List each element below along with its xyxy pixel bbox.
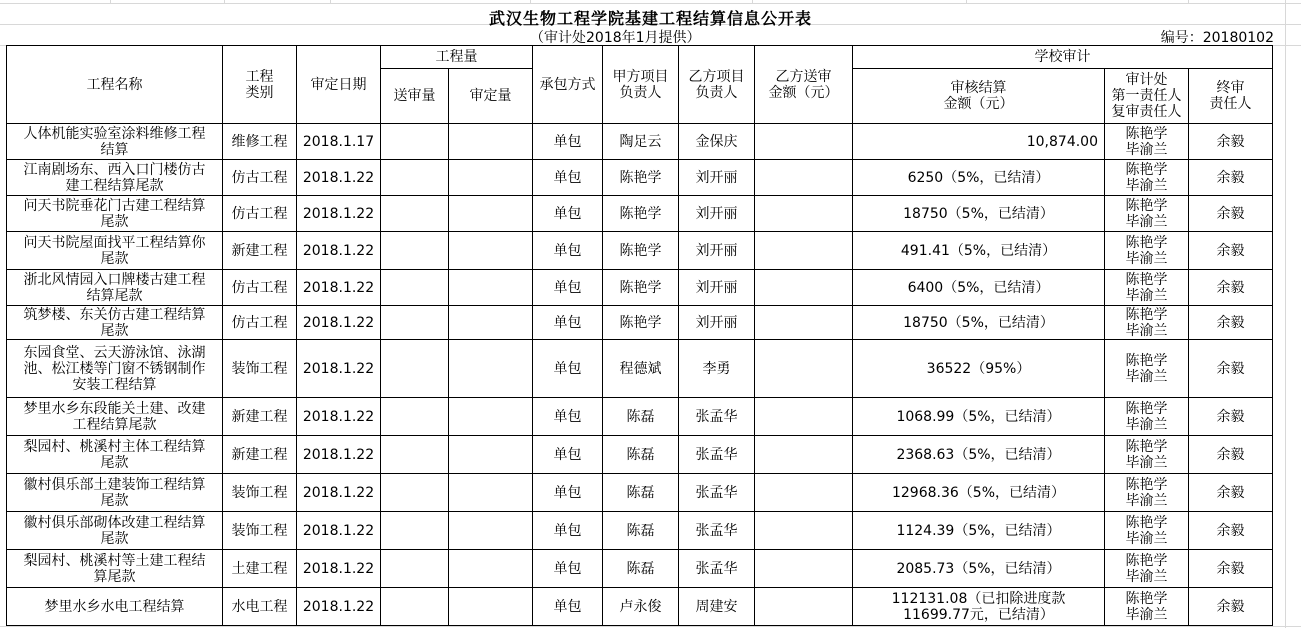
cell-final-reviewer[interactable]: 余毅 bbox=[1189, 160, 1273, 196]
cell-category[interactable]: 仿古工程 bbox=[223, 160, 297, 196]
cell-audit-amount[interactable]: 1124.39（5%，已结清） bbox=[853, 512, 1105, 550]
cell-contract[interactable]: 单包 bbox=[533, 436, 603, 474]
cell-approved-qty[interactable] bbox=[449, 306, 533, 340]
cell-submitted-qty[interactable] bbox=[381, 124, 449, 160]
cell-date[interactable]: 2018.1.22 bbox=[297, 196, 381, 232]
settlement-table bbox=[6, 45, 1273, 626]
cell-party-a[interactable]: 卢永俊 bbox=[603, 588, 679, 626]
cell-contract[interactable]: 单包 bbox=[533, 232, 603, 270]
cell-submitted-qty[interactable] bbox=[381, 232, 449, 270]
cell-submitted-qty[interactable] bbox=[381, 270, 449, 306]
cell-party-a[interactable]: 陈艳学 bbox=[603, 270, 679, 306]
cell-contract[interactable]: 单包 bbox=[533, 270, 603, 306]
cell-submitted-qty[interactable] bbox=[381, 196, 449, 232]
cell-party-a[interactable]: 程德斌 bbox=[603, 340, 679, 398]
cell-project-name[interactable]: 徽村俱乐部土建装饰工程结算 尾款 bbox=[7, 474, 223, 512]
cell-party-a[interactable]: 陈艳学 bbox=[603, 306, 679, 340]
cell-category[interactable]: 仿古工程 bbox=[223, 270, 297, 306]
cell-submitted-qty[interactable] bbox=[381, 160, 449, 196]
cell-party-b[interactable]: 张孟华 bbox=[679, 512, 755, 550]
cell-audit-amount[interactable]: 6400（5%，已结清） bbox=[853, 270, 1105, 306]
cell-contract[interactable]: 单包 bbox=[533, 512, 603, 550]
header-approved: 审定量 bbox=[449, 69, 533, 124]
cell-first-reviewers[interactable]: 陈艳学 毕渝兰 bbox=[1105, 160, 1189, 196]
cell-approved-qty[interactable] bbox=[449, 588, 533, 626]
cell-final-reviewer[interactable]: 余毅 bbox=[1189, 306, 1273, 340]
cell-date[interactable]: 2018.1.22 bbox=[297, 270, 381, 306]
cell-category[interactable]: 新建工程 bbox=[223, 232, 297, 270]
cell-party-b-amount[interactable] bbox=[755, 588, 853, 626]
cell-final-reviewer[interactable]: 余毅 bbox=[1189, 340, 1273, 398]
cell-project-name[interactable]: 梨园村、桃溪村主体工程结算 尾款 bbox=[7, 436, 223, 474]
cell-audit-amount[interactable]: 2368.63（5%，已结清） bbox=[853, 436, 1105, 474]
cell-submitted-qty[interactable] bbox=[381, 398, 449, 436]
cell-final-reviewer[interactable]: 余毅 bbox=[1189, 550, 1273, 588]
cell-party-b-amount[interactable] bbox=[755, 232, 853, 270]
cell-party-a[interactable]: 陈磊 bbox=[603, 474, 679, 512]
cell-contract[interactable]: 单包 bbox=[533, 588, 603, 626]
cell-date[interactable]: 2018.1.22 bbox=[297, 306, 381, 340]
table-row bbox=[7, 588, 1273, 626]
header-first-reviewer: 审计处 第一责任人 复审责任人 bbox=[1105, 69, 1189, 124]
cell-date[interactable]: 2018.1.17 bbox=[297, 124, 381, 160]
cell-category[interactable]: 新建工程 bbox=[223, 436, 297, 474]
cell-contract[interactable]: 单包 bbox=[533, 340, 603, 398]
cell-final-reviewer[interactable]: 余毅 bbox=[1189, 436, 1273, 474]
cell-category[interactable]: 装饰工程 bbox=[223, 512, 297, 550]
cell-approved-qty[interactable] bbox=[449, 196, 533, 232]
header-date: 审定日期 bbox=[297, 46, 381, 124]
header-submitted: 送审量 bbox=[381, 69, 449, 124]
cell-date[interactable]: 2018.1.22 bbox=[297, 474, 381, 512]
table-row bbox=[7, 124, 1273, 160]
header-school-audit: 学校审计 bbox=[853, 46, 1273, 69]
cell-project-name[interactable]: 问天书院垂花门古建工程结算 尾款 bbox=[7, 196, 223, 232]
cell-date[interactable]: 2018.1.22 bbox=[297, 512, 381, 550]
cell-date[interactable]: 2018.1.22 bbox=[297, 588, 381, 626]
cell-audit-amount[interactable]: 12968.36（5%，已结清） bbox=[853, 474, 1105, 512]
table-row bbox=[7, 512, 1273, 550]
cell-project-name[interactable]: 梨园村、桃溪村等土建工程结 算尾款 bbox=[7, 550, 223, 588]
header-name: 工程名称 bbox=[7, 46, 223, 124]
cell-approved-qty[interactable] bbox=[449, 340, 533, 398]
cell-party-b[interactable]: 张孟华 bbox=[679, 474, 755, 512]
cell-party-b[interactable]: 刘开丽 bbox=[679, 196, 755, 232]
cell-party-b[interactable]: 李勇 bbox=[679, 340, 755, 398]
cell-final-reviewer[interactable]: 余毅 bbox=[1189, 196, 1273, 232]
cell-first-reviewers[interactable]: 陈艳学 毕渝兰 bbox=[1105, 398, 1189, 436]
table-row bbox=[7, 340, 1273, 398]
cell-project-name[interactable]: 问天书院屋面找平工程结算你 尾款 bbox=[7, 232, 223, 270]
cell-party-b-amount[interactable] bbox=[755, 398, 853, 436]
cell-party-b-amount[interactable] bbox=[755, 550, 853, 588]
sheet-title: 武汉生物工程学院基建工程结算信息公开表 bbox=[488, 9, 812, 28]
cell-audit-amount[interactable]: 10,874.00 bbox=[853, 124, 1105, 160]
cell-approved-qty[interactable] bbox=[449, 160, 533, 196]
cell-date[interactable]: 2018.1.22 bbox=[297, 232, 381, 270]
cell-submitted-qty[interactable] bbox=[381, 436, 449, 474]
table-row bbox=[7, 474, 1273, 512]
cell-date[interactable]: 2018.1.22 bbox=[297, 340, 381, 398]
cell-audit-amount[interactable]: 112131.08（已扣除进度款 11699.77元，已结清） bbox=[853, 588, 1105, 626]
cell-party-b-amount[interactable] bbox=[755, 436, 853, 474]
cell-category[interactable]: 土建工程 bbox=[223, 550, 297, 588]
cell-audit-amount[interactable]: 6250（5%，已结清） bbox=[853, 160, 1105, 196]
table-row bbox=[7, 306, 1273, 340]
cell-date[interactable]: 2018.1.22 bbox=[297, 160, 381, 196]
table-row bbox=[7, 232, 1273, 270]
cell-first-reviewers[interactable]: 陈艳学 毕渝兰 bbox=[1105, 550, 1189, 588]
cell-party-b[interactable]: 刘开丽 bbox=[679, 160, 755, 196]
cell-first-reviewers[interactable]: 陈艳学 毕渝兰 bbox=[1105, 436, 1189, 474]
cell-party-a[interactable]: 陶足云 bbox=[603, 124, 679, 160]
table-row bbox=[7, 398, 1273, 436]
cell-party-b-amount[interactable] bbox=[755, 270, 853, 306]
cell-submitted-qty[interactable] bbox=[381, 588, 449, 626]
header-party-b: 乙方项目 负责人 bbox=[679, 46, 755, 124]
cell-approved-qty[interactable] bbox=[449, 270, 533, 306]
serial-number: 编号：20180102 bbox=[1160, 30, 1274, 46]
cell-approved-qty[interactable] bbox=[449, 474, 533, 512]
cell-project-name[interactable]: 浙北风情园入口牌楼古建工程 结算尾款 bbox=[7, 270, 223, 306]
cell-party-b-amount[interactable] bbox=[755, 340, 853, 398]
header-quantity: 工程量 bbox=[381, 46, 533, 69]
cell-audit-amount[interactable]: 2085.73（5%，已结清） bbox=[853, 550, 1105, 588]
cell-contract[interactable]: 单包 bbox=[533, 124, 603, 160]
cell-party-b[interactable]: 张孟华 bbox=[679, 398, 755, 436]
table-row bbox=[7, 160, 1273, 196]
cell-party-b[interactable]: 周建安 bbox=[679, 588, 755, 626]
cell-approved-qty[interactable] bbox=[449, 232, 533, 270]
cell-date[interactable]: 2018.1.22 bbox=[297, 550, 381, 588]
cell-category[interactable]: 装饰工程 bbox=[223, 474, 297, 512]
cell-project-name[interactable]: 人体机能实验室涂料维修工程 结算 bbox=[7, 124, 223, 160]
cell-category[interactable]: 仿古工程 bbox=[223, 306, 297, 340]
cell-party-b[interactable]: 刘开丽 bbox=[679, 270, 755, 306]
cell-project-name[interactable]: 梦里水乡水电工程结算 bbox=[7, 588, 223, 626]
cell-party-a[interactable]: 陈磊 bbox=[603, 512, 679, 550]
cell-project-name[interactable]: 徽村俱乐部砌体改建工程结算 尾款 bbox=[7, 512, 223, 550]
cell-party-b-amount[interactable] bbox=[755, 160, 853, 196]
cell-contract[interactable]: 单包 bbox=[533, 398, 603, 436]
cell-party-a[interactable]: 陈艳学 bbox=[603, 196, 679, 232]
header-party-b-amount: 乙方送审 金额（元） bbox=[755, 46, 853, 124]
cell-category[interactable]: 水电工程 bbox=[223, 588, 297, 626]
cell-party-b[interactable]: 金保庆 bbox=[679, 124, 755, 160]
cell-final-reviewer[interactable]: 余毅 bbox=[1189, 588, 1273, 626]
cell-contract[interactable]: 单包 bbox=[533, 550, 603, 588]
header-category: 工程 类别 bbox=[223, 46, 297, 124]
cell-party-b-amount[interactable] bbox=[755, 474, 853, 512]
cell-project-name[interactable]: 江南剧场东、西入口门楼仿古 建工程结算尾款 bbox=[7, 160, 223, 196]
cell-approved-qty[interactable] bbox=[449, 398, 533, 436]
cell-category[interactable]: 仿古工程 bbox=[223, 196, 297, 232]
cell-first-reviewers[interactable]: 陈艳学 毕渝兰 bbox=[1105, 588, 1189, 626]
cell-final-reviewer[interactable]: 余毅 bbox=[1189, 232, 1273, 270]
header-audit-amount: 审核结算 金额（元） bbox=[853, 69, 1105, 124]
cell-contract[interactable]: 单包 bbox=[533, 306, 603, 340]
cell-first-reviewers[interactable]: 陈艳学 毕渝兰 bbox=[1105, 232, 1189, 270]
cell-party-b-amount[interactable] bbox=[755, 306, 853, 340]
cell-audit-amount[interactable]: 18750（5%，已结清） bbox=[853, 306, 1105, 340]
cell-project-name[interactable]: 东园食堂、云天游泳馆、泳湖 池、松江楼等门窗不锈钢制作 安装工程结算 bbox=[7, 340, 223, 398]
table-row bbox=[7, 270, 1273, 306]
sheet-subtitle: （审计处2018年1月提供） bbox=[530, 30, 701, 46]
cell-date[interactable]: 2018.1.22 bbox=[297, 398, 381, 436]
cell-submitted-qty[interactable] bbox=[381, 512, 449, 550]
cell-first-reviewers[interactable]: 陈艳学 毕渝兰 bbox=[1105, 340, 1189, 398]
cell-approved-qty[interactable] bbox=[449, 436, 533, 474]
cell-final-reviewer[interactable]: 余毅 bbox=[1189, 124, 1273, 160]
header-contract: 承包方式 bbox=[533, 46, 603, 124]
cell-approved-qty[interactable] bbox=[449, 124, 533, 160]
cell-audit-amount[interactable]: 491.41（5%，已结清） bbox=[853, 232, 1105, 270]
table-row bbox=[7, 196, 1273, 232]
cell-approved-qty[interactable] bbox=[449, 512, 533, 550]
cell-first-reviewers[interactable]: 陈艳学 毕渝兰 bbox=[1105, 196, 1189, 232]
cell-category[interactable]: 装饰工程 bbox=[223, 340, 297, 398]
cell-final-reviewer[interactable]: 余毅 bbox=[1189, 512, 1273, 550]
table-row bbox=[7, 550, 1273, 588]
cell-final-reviewer[interactable]: 余毅 bbox=[1189, 270, 1273, 306]
cell-final-reviewer[interactable]: 余毅 bbox=[1189, 474, 1273, 512]
cell-audit-amount[interactable]: 1068.99（5%，已结清） bbox=[853, 398, 1105, 436]
cell-party-b-amount[interactable] bbox=[755, 124, 853, 160]
cell-party-b-amount[interactable] bbox=[755, 196, 853, 232]
cell-category[interactable]: 新建工程 bbox=[223, 398, 297, 436]
cell-audit-amount[interactable]: 18750（5%，已结清） bbox=[853, 196, 1105, 232]
cell-project-name[interactable]: 筑梦楼、东关仿古建工程结算 尾款 bbox=[7, 306, 223, 340]
cell-submitted-qty[interactable] bbox=[381, 474, 449, 512]
cell-party-b[interactable]: 张孟华 bbox=[679, 550, 755, 588]
cell-submitted-qty[interactable] bbox=[381, 550, 449, 588]
cell-party-b[interactable]: 刘开丽 bbox=[679, 232, 755, 270]
cell-party-a[interactable]: 陈艳学 bbox=[603, 232, 679, 270]
cell-first-reviewers[interactable]: 陈艳学 毕渝兰 bbox=[1105, 124, 1189, 160]
cell-submitted-qty[interactable] bbox=[381, 306, 449, 340]
cell-first-reviewers[interactable]: 陈艳学 毕渝兰 bbox=[1105, 512, 1189, 550]
cell-contract[interactable]: 单包 bbox=[533, 196, 603, 232]
cell-party-a[interactable]: 陈磊 bbox=[603, 436, 679, 474]
cell-date[interactable]: 2018.1.22 bbox=[297, 436, 381, 474]
cell-audit-amount[interactable]: 36522（95%） bbox=[853, 340, 1105, 398]
cell-approved-qty[interactable] bbox=[449, 550, 533, 588]
header-final-reviewer: 终审 责任人 bbox=[1189, 69, 1273, 124]
cell-final-reviewer[interactable]: 余毅 bbox=[1189, 398, 1273, 436]
cell-contract[interactable]: 单包 bbox=[533, 160, 603, 196]
cell-party-a[interactable]: 陈磊 bbox=[603, 398, 679, 436]
cell-party-b[interactable]: 刘开丽 bbox=[679, 306, 755, 340]
cell-category[interactable]: 维修工程 bbox=[223, 124, 297, 160]
cell-contract[interactable]: 单包 bbox=[533, 474, 603, 512]
cell-party-a[interactable]: 陈磊 bbox=[603, 550, 679, 588]
cell-project-name[interactable]: 梦里水乡东段能关土建、改建 工程结算尾款 bbox=[7, 398, 223, 436]
cell-first-reviewers[interactable]: 陈艳学 毕渝兰 bbox=[1105, 474, 1189, 512]
header-party-a: 甲方项目 负责人 bbox=[603, 46, 679, 124]
cell-party-b-amount[interactable] bbox=[755, 512, 853, 550]
cell-party-b[interactable]: 张孟华 bbox=[679, 436, 755, 474]
cell-first-reviewers[interactable]: 陈艳学 毕渝兰 bbox=[1105, 270, 1189, 306]
cell-party-a[interactable]: 陈艳学 bbox=[603, 160, 679, 196]
cell-first-reviewers[interactable]: 陈艳学 毕渝兰 bbox=[1105, 306, 1189, 340]
table-row bbox=[7, 436, 1273, 474]
cell-submitted-qty[interactable] bbox=[381, 340, 449, 398]
